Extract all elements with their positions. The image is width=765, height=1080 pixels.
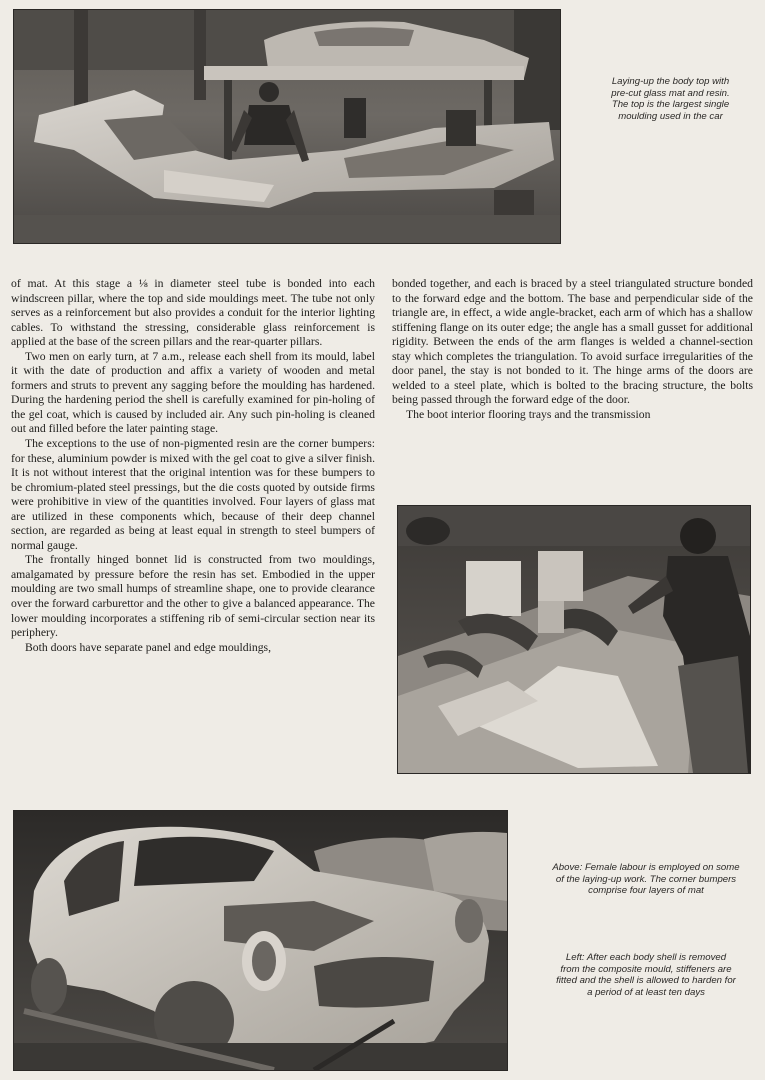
photo-laying-up-body-top [13, 9, 561, 244]
paragraph: Two men on early turn, at 7 a.m., release each shell from its mould, label it with the date of production and affix a variety of wooden and metal formers and struts to prevent any sagging before the moulding has hardened. During the hardening period the shell is carefully examined for pin-holing of the gel coat, which is caused by included air. Any such pin-holing is cleaned out and filled before the later painting stage. [11, 349, 375, 436]
paragraph: bonded together, and each is braced by a steel triangulated structure bonded to the forward edge and the bottom. The base and perpendicular side of the triangle are, in effect, a wide angle-bracket, each arm of which has a shallow stiffening flange on its outer edge; the angle has a small gusset for additional rigidity. Between the ends of the arm flanges is welded a channel-section stay which completes the triangulation. To avoid surface irregularities of the door panel, the stay is not bonded to it. The hinge arms of the doors are welded to a steel plate, which is bolted to the bracing structure, the bolts being passed through the forward edge of the door. [392, 277, 753, 407]
article-left-column [11, 277, 375, 655]
paragraph: Both doors have separate panel and edge mouldings, [25, 640, 272, 654]
paragraph: The exceptions to the use of non-pigmented resin are the corner bumpers: for these, aluminium powder is mixed with the gel coat to give a silver finish. It is not without interest that the original intention was for these bumpers to be chromium-plated steel pressings, but the die costs quoted by outside firms were prohibitive in view of the quantities involved. Four layers of glass mat are utilized in these components which, because of their deep channel section, are regarded as being at least equal in strength to steel bumpers of normal gauge. [11, 437, 375, 552]
caption-body-shell: Left: After each body shell is removed from the composite mould, stiffeners are fitted and the shell is allowed to harden for a period of at least ten days [556, 952, 736, 998]
article-right-column [392, 277, 753, 422]
paragraph: of mat. At this stage a ⅛ in diameter steel tube is bonded into each windscreen pillar, where the top and side mouldings meet. The tube not only serves as a reinforcement but also provides a conduit for the interior lighting cables. To withstand the stressing, considerable glass reinforcement is applied at the base of the screen pillars and the rear-quarter pillars. [11, 277, 375, 349]
paragraph: The frontally hinged bonnet lid is constructed from two mouldings, amalgamated by pressure before the resin has set. Embodied in the upper moulding are two small humps of streamline shape, one to provide clearance over the forward carburettor and the other to give a balanced appearance. The lower moulding incorporates a stiffening rib of semi-circular section near its periphery. [11, 553, 375, 640]
paragraph: The boot interior flooring trays and the transmission [406, 407, 651, 421]
caption-body-top: Laying-up the body top with pre-cut glass mat and resin. The top is the largest single moulding used in the car [611, 76, 730, 122]
photo-body-shell [13, 810, 508, 1071]
caption-female-labour: Above: Female labour is employed on some of the laying-up work. The corner bumpers comprise four layers of mat [552, 862, 740, 897]
photo-female-labour [397, 505, 751, 774]
